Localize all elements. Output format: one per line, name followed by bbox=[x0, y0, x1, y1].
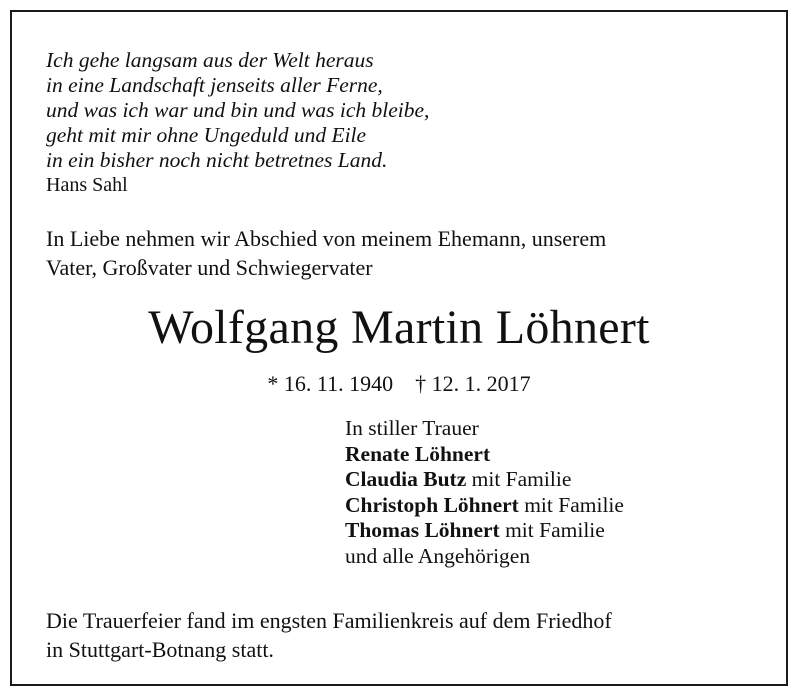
mourner-entry bbox=[345, 518, 624, 544]
mourner-name: Renate Löhnert bbox=[345, 441, 491, 466]
poem bbox=[46, 48, 429, 198]
poem-line: in ein bisher noch nicht betretnes Land. bbox=[46, 148, 388, 172]
poem-line: geht mit mir ohne Ungeduld und Eile bbox=[46, 123, 367, 147]
poem-line: in eine Landschaft jenseits aller Ferne, bbox=[46, 73, 383, 97]
death-date: † 12. 1. 2017 bbox=[415, 371, 531, 396]
intro-line: In Liebe nehmen wir Abschied von meinem Ehemann, unserem bbox=[46, 226, 607, 251]
funeral-note-line: Die Trauerfeier fand im engsten Familienkreis auf dem Friedhof bbox=[46, 608, 612, 633]
mourner-name: Thomas Löhnert bbox=[345, 518, 500, 543]
mourner-suffix: mit Familie bbox=[466, 467, 572, 492]
mourners-closing: und alle Angehörigen bbox=[345, 543, 531, 568]
funeral-note bbox=[46, 606, 612, 664]
mourner-name: Claudia Butz bbox=[345, 467, 467, 492]
mourner-entry bbox=[345, 442, 624, 468]
birth-date: * 16. 11. 1940 bbox=[267, 371, 394, 396]
poem-author: Hans Sahl bbox=[46, 174, 128, 196]
mourner-name: Christoph Löhnert bbox=[345, 492, 519, 517]
poem-line: Ich gehe langsam aus der Welt heraus bbox=[46, 48, 374, 72]
mourners-block bbox=[345, 416, 624, 570]
funeral-note-line: in Stuttgart-Botnang statt. bbox=[46, 637, 274, 662]
life-dates bbox=[12, 370, 786, 398]
farewell-intro bbox=[46, 224, 606, 282]
mourner-entry bbox=[345, 493, 624, 519]
mourner-entry bbox=[345, 467, 624, 493]
obituary-notice bbox=[10, 10, 788, 686]
mourner-suffix: mit Familie bbox=[518, 492, 624, 517]
intro-line: Vater, Großvater und Schwiegervater bbox=[46, 255, 373, 280]
poem-line: und was ich war und bin und was ich bleibe, bbox=[46, 98, 430, 122]
deceased-name: Wolfgang Martin Löhnert bbox=[148, 301, 650, 354]
mourner-suffix: mit Familie bbox=[499, 518, 605, 543]
mourning-heading: In stiller Trauer bbox=[345, 416, 479, 440]
